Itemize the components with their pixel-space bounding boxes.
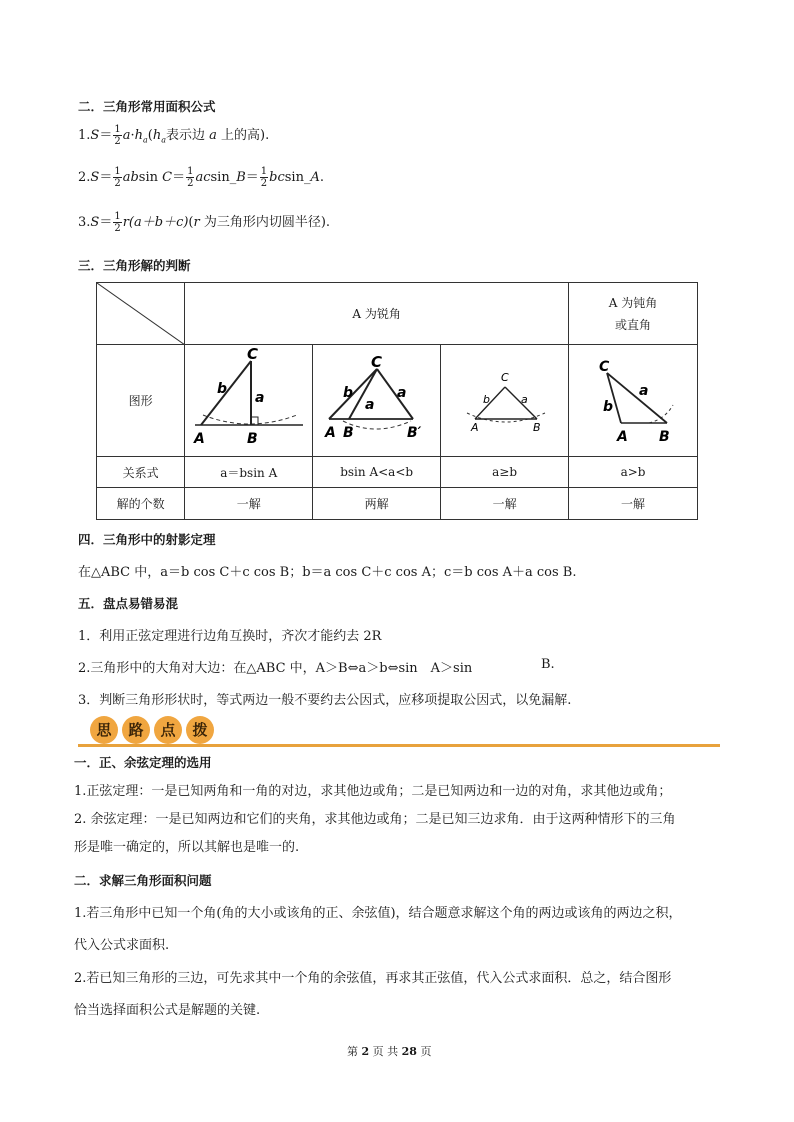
mistake-item-2-tail: B.	[541, 657, 555, 672]
area-problems-line-2: 代入公式求面积.	[74, 938, 170, 953]
svg-text:a: a	[396, 385, 407, 401]
area-formula-2: 2.S＝ $\frac{1}{2}$ absin C＝ $\frac{1}{2}$ acsin_B＝ $\frac{1}{2}$ bcsin_A.	[78, 166, 324, 189]
banner-char-4: 拨	[186, 716, 214, 744]
relation-cell: a>b	[569, 457, 698, 488]
row-label-figure: 图形	[97, 345, 185, 457]
header-acute: A 为锐角	[185, 283, 569, 345]
count-cell: 两解	[313, 488, 441, 520]
section-heading-law-selection: 一．正、余弦定理的选用	[74, 755, 212, 770]
svg-text:b: b	[216, 381, 227, 397]
diagonal-line	[97, 283, 185, 345]
figure-cell-3	[441, 345, 569, 457]
svg-text:A: A	[617, 429, 628, 445]
banner-char-1: 思	[90, 716, 118, 744]
triangle-figure-2	[317, 347, 437, 451]
table-corner-cell	[97, 283, 185, 345]
row-label-solution-count: 解的个数	[97, 488, 185, 520]
figure-cell-1	[185, 345, 313, 457]
svg-text:B: B	[532, 421, 541, 434]
banner-char-3: 点	[154, 716, 182, 744]
svg-text:B: B	[659, 429, 670, 445]
svg-text:C: C	[599, 359, 610, 375]
section-heading-area-problems: 二．求解三角形面积问题	[74, 873, 212, 888]
count-cell: 一解	[569, 488, 698, 520]
svg-text:a: a	[254, 390, 265, 406]
law-selection-line-2: 2. 余弦定理：一是已知两边和它们的夹角，求其他边或角；二是已知三边求角．由于这两种情形下的三角	[74, 812, 676, 827]
svg-text:B′: B′	[406, 425, 422, 441]
mistake-item-2: 2.三角形中的大角对大边：在△ABC 中，A＞B⇔a＞b⇔sin A＞sin	[78, 661, 473, 676]
law-selection-line-3: 形是唯一确定的，所以其解也是唯一的.	[74, 840, 300, 855]
row-label-relation: 关系式	[97, 457, 185, 488]
svg-text:a: a	[520, 393, 528, 406]
page-footer: 第 2 页 共 28 页	[347, 1045, 432, 1058]
banner-char-2: 路	[122, 716, 150, 744]
svg-text:A: A	[193, 431, 205, 447]
law-selection-line-1: 1.正弦定理：一是已知两角和一角的对边，求其他边或角；二是已知两边和一边的对角，求其他边或角；	[74, 784, 672, 799]
header-obtuse: A 为钝角 或直角	[569, 283, 698, 345]
svg-text:C: C	[500, 371, 509, 384]
area-formula-1: 1.S＝ $\frac{1}{2}$ $a\cdot h_a(h_a$表示边 a 上的高).	[78, 124, 270, 147]
svg-text:b: b	[603, 399, 614, 415]
banner-rule	[78, 744, 720, 747]
svg-text:b: b	[482, 393, 490, 406]
svg-text:B: B	[246, 431, 258, 447]
svg-text:B: B	[342, 425, 354, 441]
svg-text:C: C	[370, 353, 382, 371]
area-problems-line-3: 2.若已知三角形的三边，可先求其中一个角的余弦值，再求其正弦值，代入公式求面积．总之，结合图形	[74, 971, 672, 986]
label-C: C	[246, 347, 258, 363]
triangle-figure-1	[189, 347, 309, 451]
section-heading-area-formulas: 二．三角形常用面积公式	[78, 99, 216, 114]
relation-cell: a≥b	[441, 457, 569, 488]
total-pages: 28	[401, 1045, 417, 1058]
mistake-item-1: 1．利用正弦定理进行边角互换时，齐次才能约去 2R	[78, 629, 382, 644]
section-heading-projection-theorem: 四．三角形中的射影定理	[78, 532, 216, 547]
relation-cell: a＝bsin A	[185, 457, 313, 488]
area-problems-line-1: 1.若三角形中已知一个角(角的大小或该角的正、余弦值)，结合题意求解这个角的两边或该角的两边之积，	[74, 906, 682, 921]
projection-theorem-text: 在△ABC 中，a＝b cos C＋c cos B；b＝a cos C＋c cos A；c＝b cos A＋a cos B.	[78, 565, 577, 580]
svg-text:a: a	[364, 397, 375, 413]
relation-cell: bsin A<a<b	[313, 457, 441, 488]
svg-text:a: a	[639, 383, 649, 399]
svg-text:A: A	[324, 425, 336, 441]
mistake-item-3: 3．判断三角形形状时，等式两边一般不要约去公因式，应移项提取公因式，以免漏解.	[78, 693, 572, 708]
svg-text:A: A	[470, 421, 479, 434]
triangle-figure-3	[445, 347, 565, 451]
area-formula-3: 3.S＝ $\frac{1}{2}$ r(a＋b＋c)(r 为三角形内切圆半径).	[78, 211, 331, 234]
section-heading-common-mistakes: 五．盘点易错易混	[78, 596, 179, 611]
count-cell: 一解	[441, 488, 569, 520]
solution-judgement-table	[96, 282, 698, 520]
area-problems-line-4: 恰当选择面积公式是解题的关键.	[74, 1003, 261, 1018]
svg-text:b: b	[342, 385, 353, 401]
current-page: 2	[361, 1045, 370, 1058]
count-cell: 一解	[185, 488, 313, 520]
figure-cell-4	[569, 345, 698, 457]
triangle-figure-4	[573, 347, 693, 451]
figure-cell-2	[313, 345, 441, 457]
section-heading-solution-judgement: 三．三角形解的判断	[78, 258, 191, 273]
